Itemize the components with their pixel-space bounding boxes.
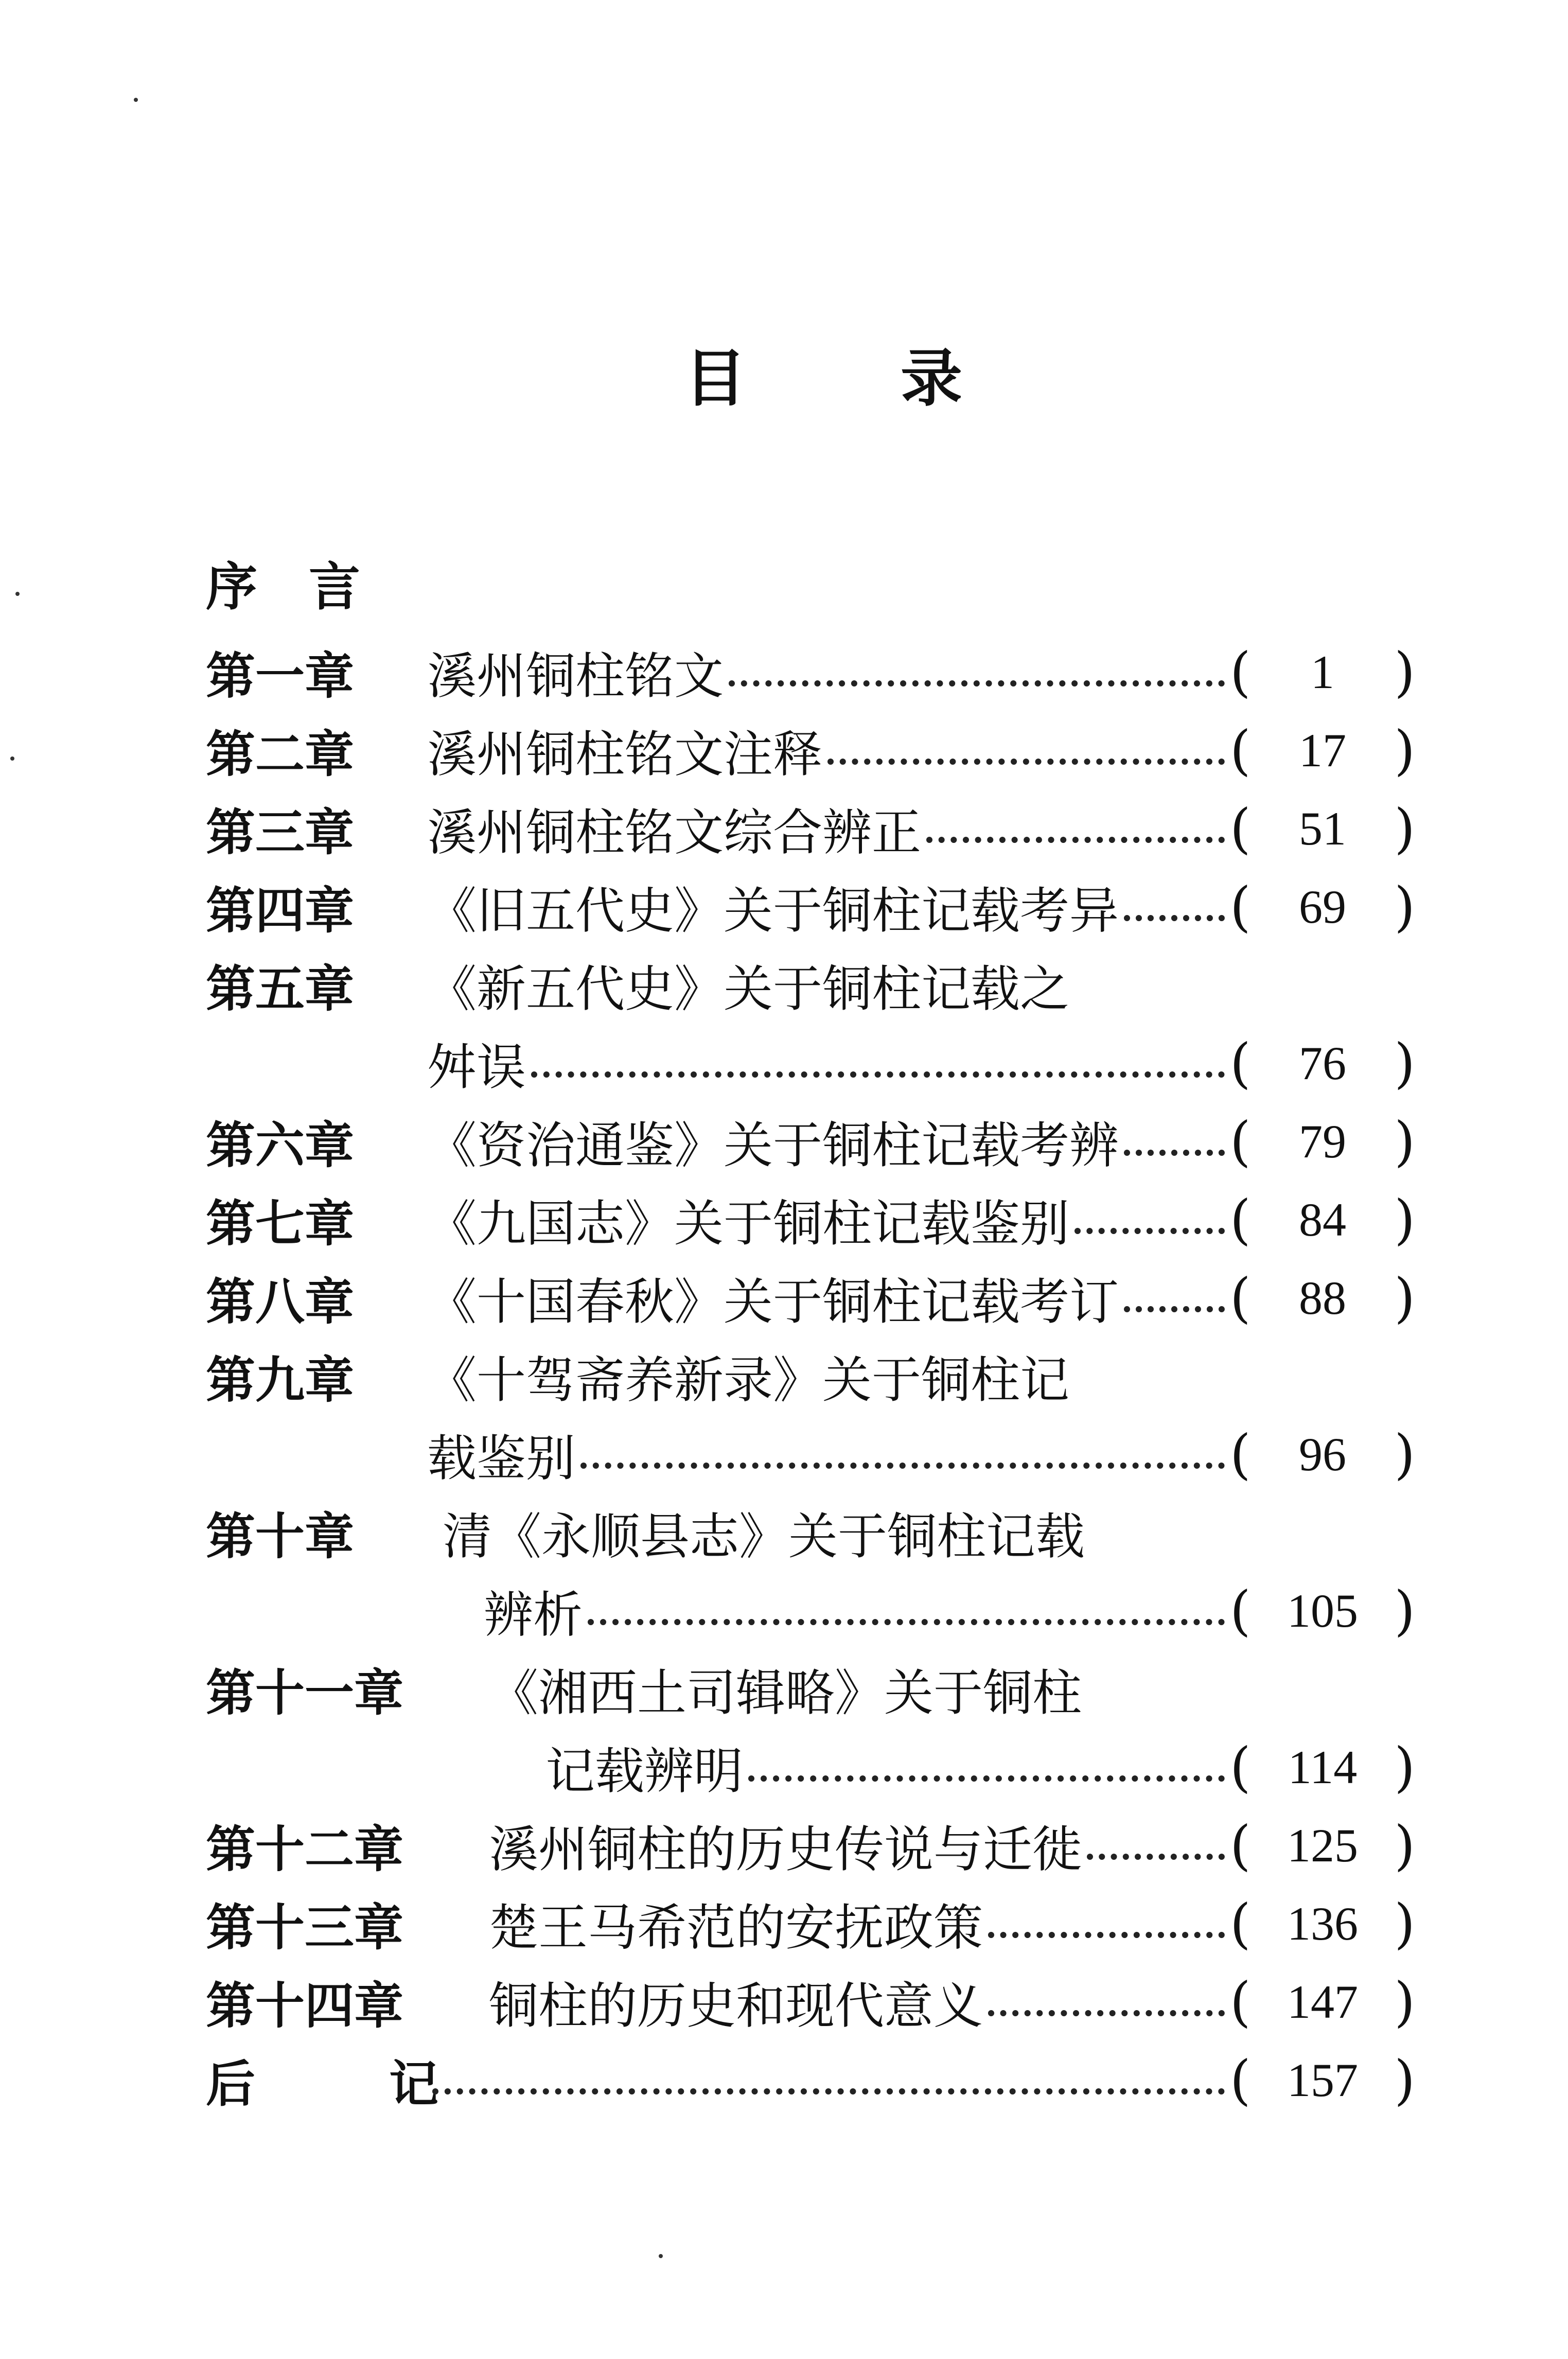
page-number-value: 1 [1311,646,1334,698]
toc-entry-continuation[interactable] [206,1572,1415,1650]
page-number-value: 84 [1299,1193,1346,1246]
open-paren: ( [1230,641,1251,703]
open-paren: ( [1230,719,1251,782]
page-number [1230,875,1415,938]
toc-entry[interactable] [206,633,1415,711]
close-paren: ) [1394,1736,1415,1799]
close-paren: ) [1394,797,1415,860]
chapter-title: 《湘西土司辑略》关于铜柱 [489,1664,1082,1722]
open-paren: ( [1230,1266,1251,1329]
toc-entry[interactable] [206,1493,1415,1572]
page-number [1230,1266,1415,1329]
page-number-value: 17 [1299,724,1346,777]
chapter-title: 溪州铜柱的历史传说与迁徙 [489,1820,1082,1878]
dot-leader [588,1619,1225,1625]
dot-leader [1124,1150,1225,1156]
toc-entry[interactable] [206,1259,1415,1337]
open-paren: ( [1230,1110,1251,1173]
chapter-label: 第二章 [206,725,354,783]
page-number-value: 76 [1299,1037,1346,1089]
chapter-label: 第八章 [206,1273,354,1331]
dot-leader [531,1071,1225,1078]
dot-leader [748,1775,1225,1782]
chapter-title: 《旧五代史》关于铜柱记载考异 [427,882,1119,940]
dot-leader [1087,1854,1225,1860]
toc-entry[interactable] [206,711,1415,789]
toc-entry[interactable] [206,1963,1415,2041]
close-paren: ) [1394,875,1415,938]
dot-leader [827,759,1225,765]
open-paren: ( [1230,1579,1251,1642]
close-paren: ) [1394,1814,1415,1877]
page-number [1230,2049,1415,2111]
scan-speck [134,98,138,102]
open-paren: ( [1230,1736,1251,1799]
page-number-value: 147 [1287,1976,1358,2028]
close-paren: ) [1394,1892,1415,1955]
toc-entry[interactable] [206,2041,1415,2119]
toc-entry[interactable] [206,1102,1415,1181]
chapter-label: 第十一章 [206,1664,403,1722]
toc-entry[interactable] [206,789,1415,868]
close-paren: ) [1394,1188,1415,1251]
toc-entry[interactable] [206,946,1415,1024]
chapter-label: 第四章 [206,882,354,940]
page-number-value: 105 [1287,1585,1358,1637]
chapter-label: 第九章 [206,1351,354,1409]
chapter-title: 楚王马希范的安抚政策 [489,1898,983,1957]
dot-leader [926,837,1225,843]
close-paren: ) [1394,719,1415,782]
open-paren: ( [1230,1814,1251,1877]
page-number [1230,1892,1415,1955]
page-number [1230,1032,1415,1095]
chapter-label: 第六章 [206,1116,354,1174]
open-paren: ( [1230,1970,1251,2033]
page-number [1230,1188,1415,1251]
dot-leader [1124,1306,1225,1312]
open-paren: ( [1230,1423,1251,1486]
chapter-title: 清《永顺县志》关于铜柱记载 [443,1507,1085,1565]
open-paren: ( [1230,797,1251,860]
close-paren: ) [1394,1579,1415,1642]
page-number [1230,641,1415,703]
open-paren: ( [1230,1188,1251,1251]
page-number [1230,1110,1415,1173]
chapter-label: 第一章 [206,647,354,705]
page-number-value: 125 [1287,1819,1358,1872]
close-paren: ) [1394,1423,1415,1486]
dot-leader [432,2088,1225,2094]
toc-entry[interactable] [206,1885,1415,1963]
page-number-value: 79 [1299,1115,1346,1168]
chapter-label: 第十四章 [206,1977,403,2035]
chapter-title: 舛误 [427,1038,526,1096]
chapter-title: 《十驾斋养新录》关于铜柱记 [427,1351,1069,1409]
open-paren: ( [1230,2049,1251,2111]
chapter-title: 记载辨明 [545,1742,743,1800]
chapter-title: 铜柱的历史和现代意义 [489,1977,983,2035]
toc-entry-continuation[interactable] [206,1024,1415,1102]
chapter-label: 第十章 [206,1507,354,1565]
scan-speck [10,756,14,761]
close-paren: ) [1394,1970,1415,2033]
chapter-label: 后记 [206,2055,572,2113]
chapter-title: 溪州铜柱铭文注释 [427,725,822,783]
page-number-value: 136 [1287,1897,1358,1950]
toc-entry[interactable] [206,868,1415,946]
chapter-title: 《新五代史》关于铜柱记载之 [427,960,1069,1018]
page-number [1230,1423,1415,1486]
chapter-title: 《九国志》关于铜柱记载鉴别 [427,1194,1069,1253]
close-paren: ) [1394,641,1415,703]
page-number-value: 51 [1299,802,1346,855]
chapter-title: 《资治通鉴》关于铜柱记载考辨 [427,1116,1119,1174]
dot-leader [580,1463,1225,1469]
chapter-label: 第七章 [206,1194,354,1253]
open-paren: ( [1230,875,1251,938]
dot-leader [988,1932,1225,1938]
page-number [1230,797,1415,860]
chapter-label: 第三章 [206,803,354,861]
chapter-title: 溪州铜柱铭文 [427,647,724,705]
dot-leader [729,680,1225,686]
toc-entry[interactable] [206,1650,1415,1728]
close-paren: ) [1394,1110,1415,1173]
dot-leader [1074,1228,1225,1234]
scan-speck [659,2254,663,2258]
scan-speck [15,592,20,596]
page-number-value: 114 [1288,1741,1358,1793]
page-number [1230,1814,1415,1877]
open-paren: ( [1230,1892,1251,1955]
chapter-title: 《十国春秋》关于铜柱记载考订 [427,1273,1119,1331]
chapter-title: 溪州铜柱铭文综合辨正 [427,803,921,861]
page-number [1230,1579,1415,1642]
title-char-2: 录 [901,343,962,415]
page-number-value: 96 [1299,1428,1346,1481]
page-number [1230,1736,1415,1799]
page-number [1230,1970,1415,2033]
chapter-label: 第五章 [206,960,354,1018]
close-paren: ) [1394,2049,1415,2111]
toc-entry-continuation[interactable] [206,1728,1415,1806]
toc-entry[interactable] [206,1181,1415,1259]
page-number-value: 88 [1299,1272,1346,1324]
page-number-value: 69 [1299,881,1346,933]
preface-heading[interactable]: 序言 [206,557,412,617]
title-char-1: 目 [684,343,746,415]
open-paren: ( [1230,1032,1251,1095]
dot-leader [988,2010,1225,2016]
chapter-title: 辨析 [484,1586,583,1644]
dot-leader [1124,915,1225,921]
toc-entry[interactable] [206,1337,1415,1415]
chapter-label: 第十二章 [206,1820,403,1878]
chapter-title: 载鉴别 [427,1429,575,1487]
toc-entry-continuation[interactable] [206,1415,1415,1493]
close-paren: ) [1394,1032,1415,1095]
toc-entry[interactable] [206,1806,1415,1885]
chapter-label: 第十三章 [206,1898,403,1957]
table-of-contents [206,633,1415,2119]
close-paren: ) [1394,1266,1415,1329]
page-title [684,329,962,418]
page-number-value: 157 [1287,2054,1358,2106]
page-number [1230,719,1415,782]
